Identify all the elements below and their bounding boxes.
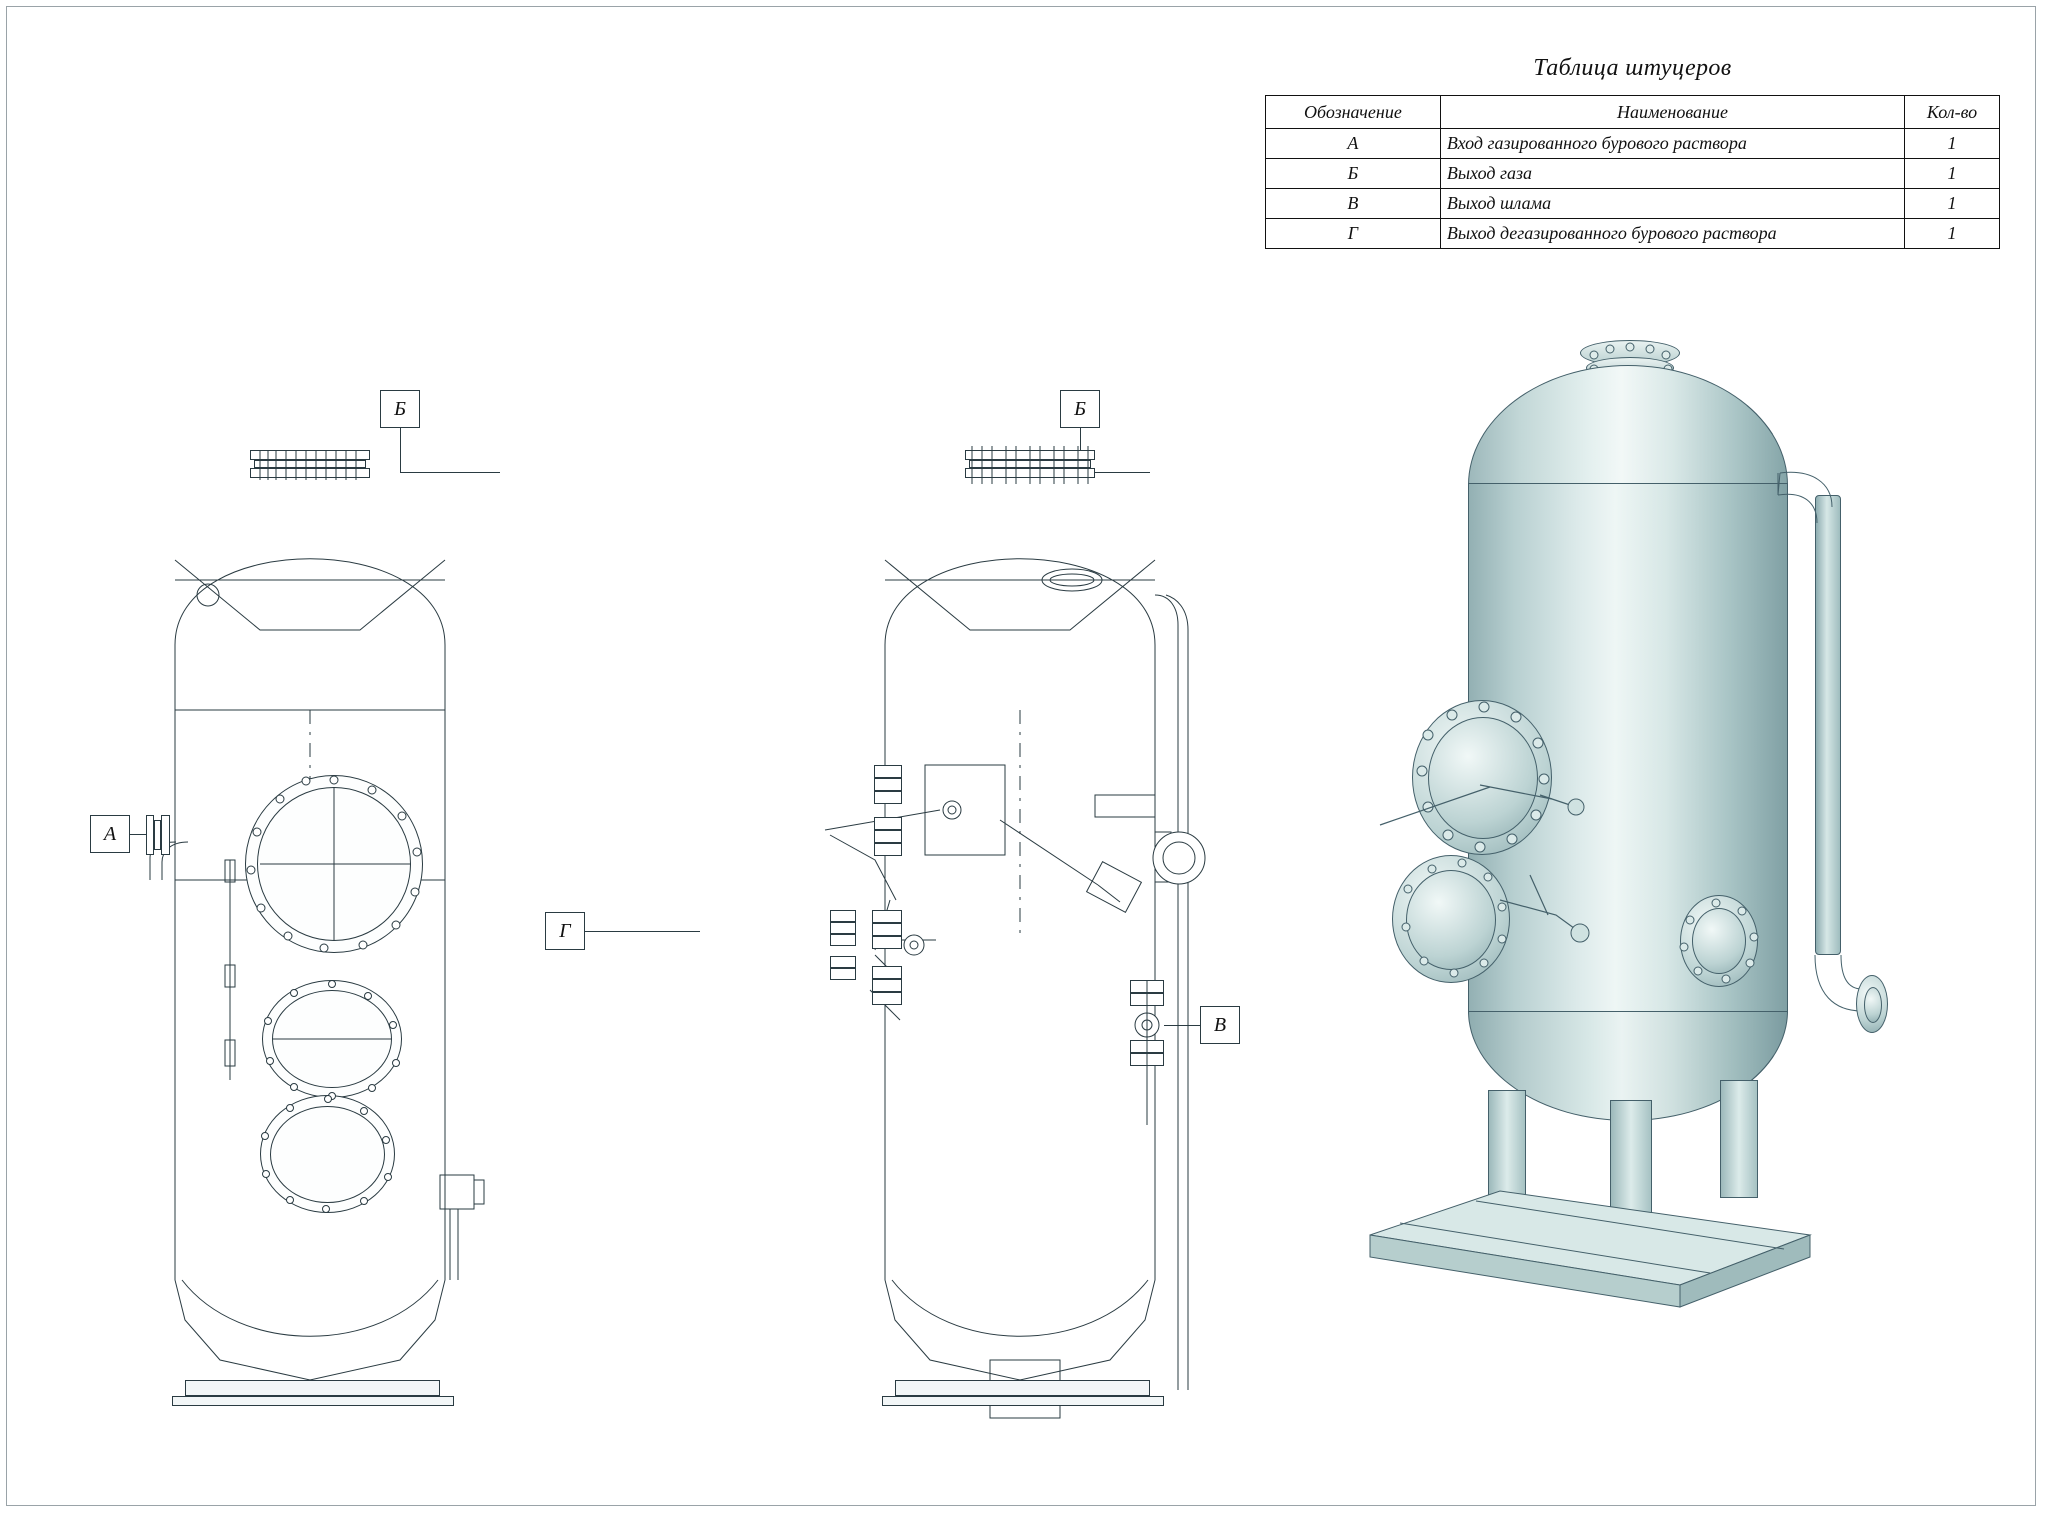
nozzle-table	[1265, 95, 2000, 249]
leader-line	[1164, 1025, 1200, 1026]
callout-a-front: А	[90, 815, 130, 853]
skid-base-front	[185, 1380, 440, 1396]
callout-g-side: Г	[545, 912, 585, 950]
cell-name: Выход газа	[1440, 159, 1904, 189]
column-header-designation: Обозначение	[1266, 96, 1441, 129]
skid-plate-front	[172, 1396, 454, 1406]
leader-line	[130, 834, 146, 835]
cell-designation: Г	[1266, 219, 1441, 249]
side-view-sludge-valve	[700, 380, 1300, 1450]
cell-qty: 1	[1905, 159, 2000, 189]
inlet-flange-a	[146, 815, 172, 855]
side-elevation-view	[559, 380, 1300, 1450]
callout-b-side: Б	[1060, 390, 1100, 428]
cell-name: Выход шлама	[1440, 189, 1904, 219]
front-elevation-view	[103, 380, 530, 1450]
skid-plate-side	[882, 1396, 1164, 1406]
cell-designation: В	[1266, 189, 1441, 219]
table-header-row	[1266, 96, 2000, 129]
cell-qty: 1	[1905, 219, 2000, 249]
cell-designation: А	[1266, 129, 1441, 159]
cell-designation: Б	[1266, 159, 1441, 189]
leader-line	[585, 931, 700, 932]
callout-v-side: В	[1200, 1006, 1240, 1044]
cell-name: Выход дегазированного бурового раствора	[1440, 219, 1904, 249]
isometric-3d-view	[1380, 355, 1940, 1315]
table-row	[1266, 129, 2000, 159]
column-header-qty: Кол-во	[1905, 96, 2000, 129]
iso-skid	[1380, 355, 1940, 1315]
callout-b-front: Б	[380, 390, 420, 428]
skid-base-side	[895, 1380, 1150, 1396]
table-row	[1266, 219, 2000, 249]
cell-name: Вход газированного бурового раствора	[1440, 129, 1904, 159]
nozzle-table-title: Таблица штуцеров	[1533, 55, 1732, 81]
table-row	[1266, 159, 2000, 189]
cell-qty: 1	[1905, 189, 2000, 219]
nozzle-table-block	[1265, 55, 2000, 249]
column-header-name: Наименование	[1440, 96, 1904, 129]
front-view-bolts	[110, 380, 530, 1450]
cell-qty: 1	[1905, 129, 2000, 159]
table-row	[1266, 189, 2000, 219]
